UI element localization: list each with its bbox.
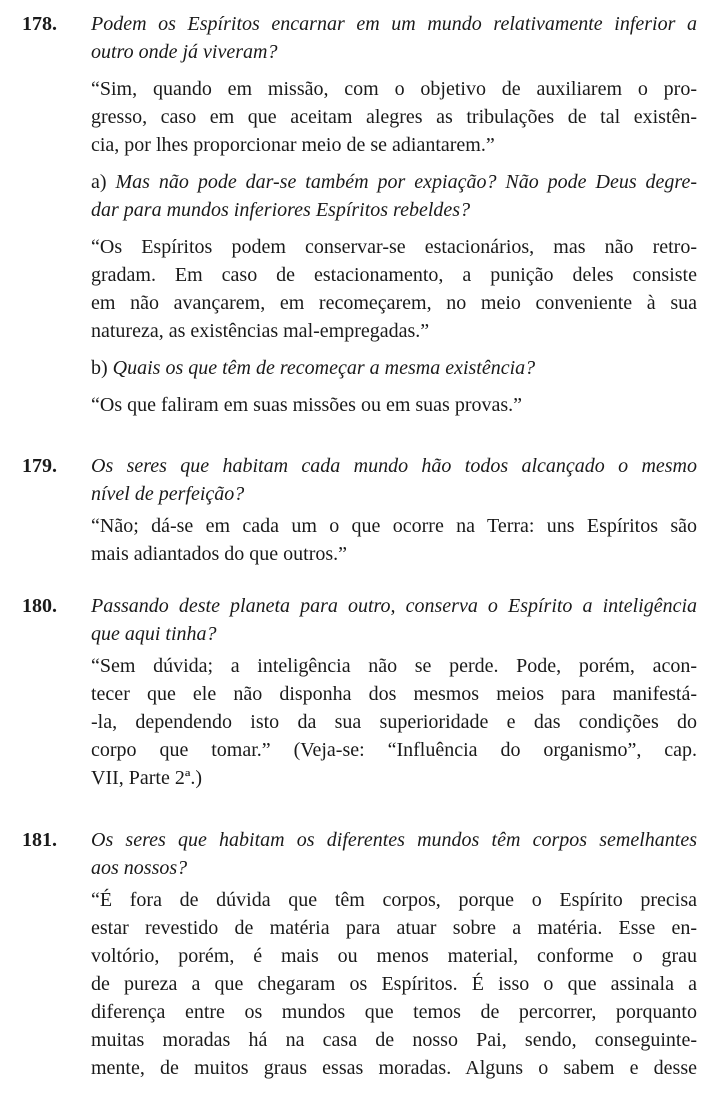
subquestion-line [91,168,697,196]
answer-line: “Os Espíritos podem conservar-se estacionários, mas não retro- [91,236,697,258]
answer-line: gresso, caso em que aceitam alegres as tribulações de tal existên- [91,106,697,128]
question-number: 179. [22,455,57,477]
answer-line: mais adiantados do que outros.” [91,543,348,565]
question-number: 178. [22,13,57,35]
question-line: Podem os Espíritos encarnar em um mundo relativamente inferior a [91,13,697,35]
answer-line: em não avançarem, em recomeçarem, no meio conveniente à sua [91,292,697,314]
answer-line: natureza, as existências mal-empregadas.” [91,320,430,342]
answer-line: VII, Parte 2ª.) [91,767,203,789]
question-line: Os seres que habitam os diferentes mundos têm corpos semelhantes [91,829,697,851]
answer-line: “Sim, quando em missão, com o objetivo de auxiliarem o pro- [91,78,697,100]
subquestion-label: b) [91,357,108,379]
answer-line: corpo que tomar.” (Veja-se: “Influência do organismo”, cap. [91,739,697,761]
answer-line: tecer que ele não disponha dos mesmos meios para manifestá- [91,683,697,705]
subquestion-text: Quais os que têm de recomeçar a mesma existência? [107,357,536,379]
entry-body [91,10,697,419]
question-number: 181. [22,829,57,851]
answer-line: gradam. Em caso de estacionamento, a punição deles consiste [91,264,697,286]
answer-line: -la, dependendo isto da sua superioridade e das condições do [91,711,697,733]
subquestion-line: dar para mundos inferiores Espíritos rebeldes? [91,199,471,221]
subquestion-label: a) [91,171,107,193]
question-line: que aqui tinha? [91,623,217,645]
question-line: aos nossos? [91,857,188,879]
question-line: nível de perfeição? [91,483,245,505]
answer-line: diferença entre os mundos que temos de percorrer, porquanto [91,1001,697,1023]
question-number: 180. [22,595,57,617]
answer-line: estar revestido de matéria para atuar sobre a matéria. Esse en- [91,917,697,939]
answer-line: de pureza a que chegaram os Espíritos. É isso o que assinala a [91,973,697,995]
subquestion-text: Mas não pode dar-se também por expiação? Não pode Deus degre- [106,171,697,193]
answer-line: cia, por lhes proporcionar meio de se adiantarem.” [91,134,495,156]
answer-line: “Os que faliram em suas missões ou em suas provas.” [91,394,523,416]
question-line: outro onde já viveram? [91,41,278,63]
subquestion-line [91,354,697,382]
entry-body [91,592,697,792]
answer-line: muitas moradas há na casa de nosso Pai, sendo, conseguinte- [91,1029,697,1051]
answer-line: “É fora de dúvida que têm corpos, porque o Espírito precisa [91,889,697,911]
answer-line: “Não; dá-se em cada um o que ocorre na Terra: uns Espíritos são [91,515,697,537]
answer-line: voltório, porém, é mais ou menos material, conforme o grau [91,945,697,967]
question-line: Passando deste planeta para outro, conserva o Espírito a inteligência [91,595,697,617]
entry-body [91,452,697,568]
answer-line: “Sem dúvida; a inteligência não se perde. Pode, porém, acon- [91,655,697,677]
entry-body [91,826,697,1082]
answer-line: mente, de muitos graus essas moradas. Alguns o sabem e desse [91,1057,697,1079]
question-line: Os seres que habitam cada mundo hão todos alcançado o mesmo [91,455,697,477]
